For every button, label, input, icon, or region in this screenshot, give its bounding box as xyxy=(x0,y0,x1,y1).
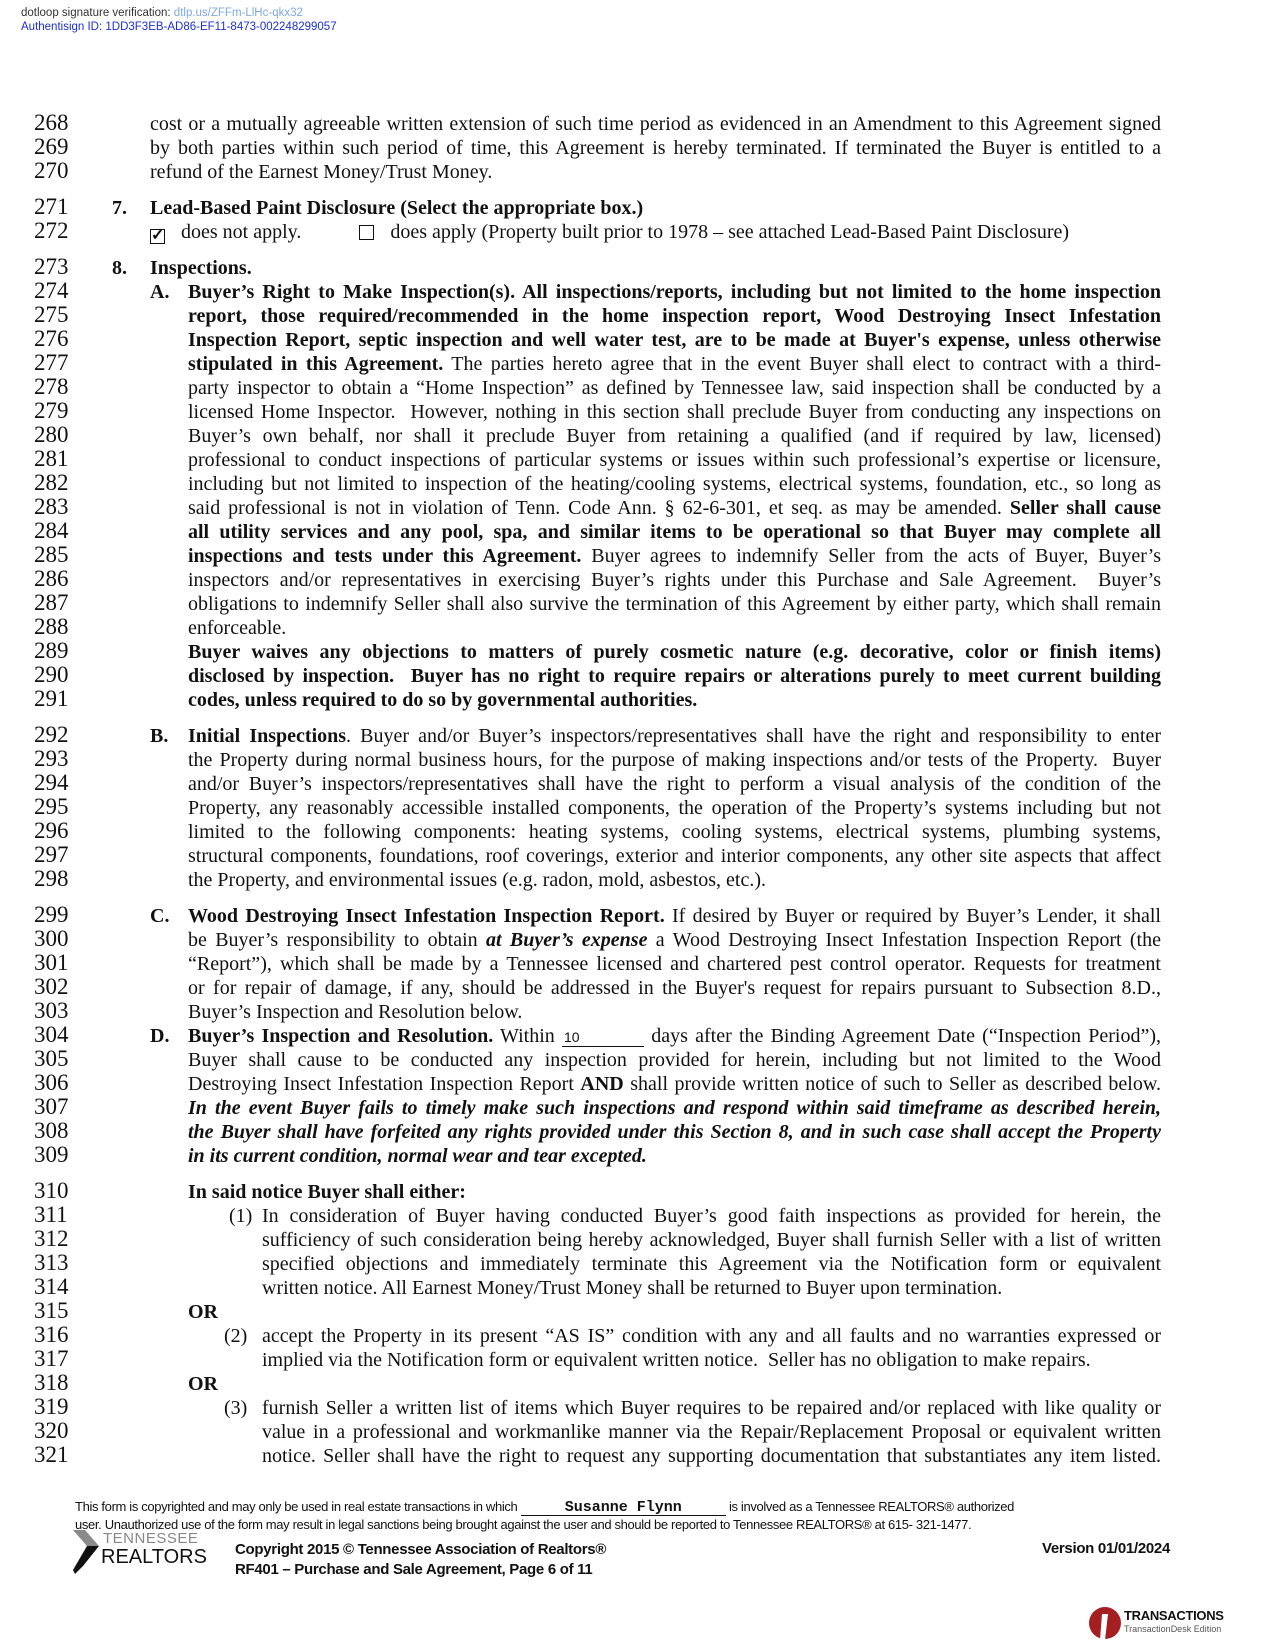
line-text xyxy=(188,544,1161,568)
text-run: If desired by Buyer or required by Buyer’s Lender, it shall xyxy=(664,905,1161,927)
line-number: 308 xyxy=(34,1118,69,1143)
logo-text-bottom: REALTORS xyxy=(101,1546,207,1568)
line-text xyxy=(188,748,1161,772)
document-line xyxy=(0,1096,1275,1120)
text-run: including but not limited to inspection of the heating/cooling systems, electrical systems, foundation, etc., so long as xyxy=(188,473,1161,495)
line-number: 284 xyxy=(34,518,69,543)
transactions-brand: TRANSACTIONS xyxy=(1124,1608,1224,1623)
text-run: professional to conduct inspections of particular systems or issues within such professional’s expertise or licensure, xyxy=(188,449,1161,471)
line-text xyxy=(188,616,1161,640)
document-line xyxy=(0,352,1275,376)
document-line xyxy=(0,796,1275,820)
document-line xyxy=(0,748,1275,772)
document-line xyxy=(0,1204,1275,1228)
line-number: 298 xyxy=(34,866,69,891)
section-label: (1) xyxy=(229,1205,253,1227)
dotloop-verification xyxy=(21,6,303,20)
text-run: in its current condition, normal wear and tear excepted. xyxy=(188,1145,647,1167)
text-run: The parties hereto agree that in the event Buyer shall elect to contract with a third- xyxy=(443,353,1161,375)
text-run: Initial Inspections xyxy=(188,725,347,747)
text-run: obligations to indemnify Seller shall also survive the termination of this Agreement by either party, which shall remain xyxy=(188,593,1161,615)
text-run: inspectors and/or representatives in exercising Buyer’s rights under this Purchase and Sale Agreement. Buyer’s xyxy=(188,569,1161,591)
line-number: 291 xyxy=(34,686,69,711)
text-run: Destroying Insect Infestation Inspection Report xyxy=(188,1073,581,1095)
document-line xyxy=(0,868,1275,892)
line-number: 289 xyxy=(34,638,69,663)
text-run: Buyer’s Inspection and Resolution below. xyxy=(188,1001,523,1023)
line-number: 294 xyxy=(34,770,69,795)
document-line xyxy=(0,1276,1275,1300)
text-run: “Report”), which shall be made by a Tennessee licensed and chartered pest control operator. Requests for treatment xyxy=(188,953,1161,975)
text-run: by both parties within such period of time, this Agreement is hereby terminated. If terminated the Buyer is entitled to a xyxy=(150,137,1161,159)
section-label: 7. xyxy=(112,197,127,219)
verification-link[interactable]: dtlp.us/ZFFm-LlHc-qkx32 xyxy=(173,7,303,19)
section-label: (3) xyxy=(224,1397,248,1419)
text-run: value in a professional and workmanlike manner via the Repair/Replacement Proposal or equivalent written xyxy=(262,1421,1161,1443)
line-number: 290 xyxy=(34,662,69,687)
line-text xyxy=(262,1324,1161,1348)
document-line xyxy=(0,820,1275,844)
document-line xyxy=(0,1144,1275,1168)
text-run: inspections and tests under this Agreement. xyxy=(188,545,582,567)
document-line xyxy=(0,376,1275,400)
line-text xyxy=(188,280,1161,304)
document-line xyxy=(0,688,1275,712)
line-number: 321 xyxy=(34,1442,69,1467)
text-run: Buyer’s own behalf, nor shall it preclude Buyer from retaining a qualified (and if required by law, licensed) xyxy=(188,425,1161,447)
text-run: Lead-Based Paint Disclosure (Select the appropriate box.) xyxy=(150,197,644,219)
text-run: notice. Seller shall have the right to request any supporting documentation that substantiates any item listed. xyxy=(262,1445,1161,1467)
text-run: Buyer shall cause to be conducted any inspection provided for herein, including but not limited to the Wood xyxy=(188,1049,1161,1071)
notice-text-line2: user. Unauthorized use of the form may result in legal sanctions being brought against the user and should be reported to Tennessee REALTORS® at 615- 321-1477. xyxy=(75,1517,972,1532)
document-line xyxy=(0,280,1275,304)
line-text xyxy=(188,976,1161,1000)
line-number: 271 xyxy=(34,194,69,219)
document-line xyxy=(0,1444,1275,1468)
line-number: 307 xyxy=(34,1094,69,1119)
text-run: In consideration of Buyer having conducted Buyer’s good faith inspections as provided for herein, the xyxy=(262,1205,1161,1227)
line-text xyxy=(150,136,1161,160)
line-text xyxy=(150,112,1161,136)
form-title: RF401 – Purchase and Sale Agreement, Page 6 of 11 xyxy=(235,1561,593,1578)
text-run: Inspections. xyxy=(150,257,252,279)
licensee-name-field: Susanne Flynn xyxy=(521,1501,726,1516)
line-text xyxy=(262,1276,1161,1300)
document-line xyxy=(0,568,1275,592)
line-number: 306 xyxy=(34,1070,69,1095)
checkbox-unchecked[interactable] xyxy=(359,225,374,240)
text-run: cost or a mutually agreeable written extension of such time period as evidenced in an Amendment to this Agreement signed xyxy=(150,113,1161,135)
text-run: specified objections and immediately terminate this Agreement via the Notification form or equivalent xyxy=(262,1253,1161,1275)
line-number: 282 xyxy=(34,470,69,495)
text-run: accept the Property in its present “AS IS” condition with any and all faults and no warranties expressed or xyxy=(262,1325,1161,1347)
document-line xyxy=(0,1072,1275,1096)
document-line xyxy=(0,520,1275,544)
text-run: enforceable. xyxy=(188,617,287,639)
line-text xyxy=(262,1228,1161,1252)
section-label: 8. xyxy=(112,257,127,279)
line-text xyxy=(188,1000,1161,1024)
line-number: 315 xyxy=(34,1298,69,1323)
text-run: In the event Buyer fails to timely make such inspections and respond within said timeframe as described herein, xyxy=(188,1097,1161,1119)
line-number: 273 xyxy=(34,254,69,279)
document-line xyxy=(0,1324,1275,1348)
line-number: 295 xyxy=(34,794,69,819)
line-number: 318 xyxy=(34,1370,69,1395)
line-text xyxy=(188,796,1161,820)
document-line xyxy=(0,196,1275,220)
document-line xyxy=(0,220,1275,244)
line-text xyxy=(262,1204,1161,1228)
document-line xyxy=(0,448,1275,472)
line-text xyxy=(188,1144,1161,1168)
line-text xyxy=(188,1096,1161,1120)
document-line xyxy=(0,496,1275,520)
line-text xyxy=(150,220,1069,244)
checkbox-label: does apply (Property built prior to 1978 – see attached Lead-Based Paint Disclosure) xyxy=(390,221,1070,243)
verification-label: dotloop signature verification: xyxy=(21,7,171,19)
line-text xyxy=(262,1420,1161,1444)
line-number: 305 xyxy=(34,1046,69,1071)
line-number: 270 xyxy=(34,158,69,183)
line-number: 313 xyxy=(34,1250,69,1275)
document-line xyxy=(0,1228,1275,1252)
logo-text-top: TENNESSEE xyxy=(103,1530,199,1547)
line-text xyxy=(188,520,1161,544)
text-run: Buyer waives any objections to matters of purely cosmetic nature (e.g. decorative, color or finish items) xyxy=(188,641,1161,663)
text-run: . Buyer and/or Buyer’s inspectors/representatives shall have the right and responsibility to enter xyxy=(346,725,1161,747)
line-text xyxy=(188,1024,1161,1048)
document-line xyxy=(0,772,1275,796)
line-number: 311 xyxy=(34,1202,68,1227)
text-run: In said notice Buyer shall either: xyxy=(188,1181,466,1203)
text-run: disclosed by inspection. Buyer has no right to require repairs or alterations purely to meet current building xyxy=(188,665,1161,687)
line-text xyxy=(262,1252,1161,1276)
line-text xyxy=(262,1348,1161,1372)
line-number: 277 xyxy=(34,350,69,375)
line-number: 319 xyxy=(34,1394,69,1419)
text-run: a Wood Destroying Insect Infestation Inspection Report (the xyxy=(647,929,1161,951)
line-text xyxy=(188,904,1161,928)
text-run: implied via the Notification form or equivalent written notice. Seller has no obligation to make repairs. xyxy=(262,1349,1091,1371)
transactions-logo xyxy=(1088,1606,1248,1642)
text-run: and/or Buyer’s inspectors/representatives shall have the right to perform a visual analysis of the condition of the xyxy=(188,773,1161,795)
document-line xyxy=(0,1396,1275,1420)
line-number: 302 xyxy=(34,974,69,999)
realtors-chevron-icon xyxy=(73,1530,103,1574)
notice-text-post: is involved as a Tennessee REALTORS® authorized xyxy=(728,1499,1015,1514)
line-number: 316 xyxy=(34,1322,69,1347)
document-line xyxy=(0,112,1275,136)
line-number: 304 xyxy=(34,1022,69,1047)
form-version: Version 01/01/2024 xyxy=(1041,1540,1170,1557)
text-run: sufficiency of such consideration being hereby acknowledged, Buyer shall furnish Seller with a list of written xyxy=(262,1229,1161,1251)
line-text xyxy=(188,664,1161,688)
document-line xyxy=(0,724,1275,748)
copyright-line: Copyright 2015 © Tennessee Association of Realtors® xyxy=(235,1541,607,1558)
text-run: shall provide written notice of such to Seller as described below. xyxy=(623,1073,1161,1095)
document-line xyxy=(0,664,1275,688)
line-text xyxy=(188,688,1161,712)
text-run: Wood Destroying Insect Infestation Inspection Report. xyxy=(188,905,665,927)
document-line xyxy=(0,928,1275,952)
document-line xyxy=(0,976,1275,1000)
text-run: Seller shall cause xyxy=(1009,497,1161,519)
document-line xyxy=(0,256,1275,280)
text-run: AND xyxy=(580,1073,624,1095)
line-number: 268 xyxy=(34,110,69,135)
text-run: party inspector to obtain a “Home Inspection” as defined by Tennessee law, said inspection shall be conducted by a xyxy=(188,377,1161,399)
document-body xyxy=(0,112,1275,1468)
line-number: 275 xyxy=(34,302,69,327)
line-number: 292 xyxy=(34,722,69,747)
line-number: 296 xyxy=(34,818,69,843)
line-text xyxy=(188,868,1161,892)
text-run: refund of the Earnest Money/Trust Money. xyxy=(150,161,493,183)
document-line xyxy=(0,544,1275,568)
text-run: stipulated in this Agreement. xyxy=(188,353,444,375)
line-text xyxy=(188,496,1161,520)
line-text xyxy=(188,928,1161,952)
line-text xyxy=(188,952,1161,976)
line-number: 280 xyxy=(34,422,69,447)
document-line xyxy=(0,328,1275,352)
text-run: OR xyxy=(188,1373,218,1395)
text-run: Inspection Report, septic inspection and well water test, are to be made at Buyer's expense, unless otherwise xyxy=(188,329,1161,351)
line-text xyxy=(188,328,1161,352)
document-line xyxy=(0,1372,1275,1396)
document-line xyxy=(0,1252,1275,1276)
form-info xyxy=(235,1540,606,1580)
document-line xyxy=(0,424,1275,448)
line-text xyxy=(188,400,1161,424)
document-line xyxy=(0,1024,1275,1048)
line-number: 286 xyxy=(34,566,69,591)
text-run: the Property, and environmental issues (e.g. radon, mold, asbestos, etc.). xyxy=(188,869,767,891)
text-run: Buyer agrees to indemnify Seller from the acts of Buyer, Buyer’s xyxy=(581,545,1161,567)
text-run: codes, unless required to do so by governmental authorities. xyxy=(188,689,698,711)
notice-text: This form is copyrighted and may only be used in real estate transactions in which xyxy=(75,1499,518,1514)
section-label: D. xyxy=(150,1025,170,1047)
line-number: 287 xyxy=(34,590,69,615)
line-text xyxy=(150,160,1161,184)
document-line xyxy=(0,592,1275,616)
line-text xyxy=(188,472,1161,496)
text-run: or for repair of damage, if any, should be addressed in the Buyer's request for repairs pursuant to Subsection 8.D., xyxy=(188,977,1161,999)
text-run: said professional is not in violation of Tenn. Code Ann. § 62-6-301, et seq. as may be amended. xyxy=(188,497,1010,519)
line-text xyxy=(188,1072,1161,1096)
text-run: days after the Binding Agreement Date (“Inspection Period”), xyxy=(644,1025,1161,1047)
line-number: 279 xyxy=(34,398,69,423)
document-line xyxy=(0,1180,1275,1204)
document-line xyxy=(0,616,1275,640)
document-line xyxy=(0,640,1275,664)
line-text xyxy=(188,1300,1161,1324)
document-line xyxy=(0,1120,1275,1144)
line-text xyxy=(188,844,1161,868)
line-number: 303 xyxy=(34,998,69,1023)
copyright-notice xyxy=(75,1498,1205,1534)
section-label: B. xyxy=(150,725,169,747)
tennessee-realtors-logo xyxy=(73,1530,213,1576)
line-text xyxy=(188,352,1161,376)
line-text xyxy=(188,772,1161,796)
document-line xyxy=(0,1420,1275,1444)
line-text xyxy=(262,1396,1161,1420)
text-run: at Buyer’s expense xyxy=(485,929,648,951)
text-run: Buyer’s Inspection and Resolution. xyxy=(188,1025,494,1047)
checkbox-label: does not apply. xyxy=(181,221,302,243)
text-run: be Buyer’s responsibility to obtain xyxy=(188,929,486,951)
section-label: (2) xyxy=(224,1325,248,1347)
checkbox-checked[interactable]: ✓ xyxy=(151,227,165,244)
line-number: 299 xyxy=(34,902,69,927)
line-text xyxy=(188,448,1161,472)
text-run: all utility services and any pool, spa, and similar items to be operational so that Buyer may complete all xyxy=(188,521,1161,543)
document-line xyxy=(0,952,1275,976)
document-line xyxy=(0,400,1275,424)
text-run: the Property during normal business hours, for the purpose of making inspections and/or tests of the Property. Buyer xyxy=(188,749,1161,771)
line-number: 285 xyxy=(34,542,69,567)
line-text xyxy=(150,196,1161,220)
line-number: 293 xyxy=(34,746,69,771)
line-number: 317 xyxy=(34,1346,69,1371)
text-run: furnish Seller a written list of items which Buyer requires to be repaired and/or replaced with like quality or xyxy=(262,1397,1161,1419)
line-text xyxy=(188,640,1161,664)
line-number: 310 xyxy=(34,1178,69,1203)
line-number: 314 xyxy=(34,1274,69,1299)
line-number: 320 xyxy=(34,1418,69,1443)
line-number: 301 xyxy=(34,950,69,975)
document-line xyxy=(0,304,1275,328)
authentisign-id: Authentisign ID: 1DD3F3EB-AD86-EF11-8473-002248299057 xyxy=(21,21,337,33)
text-run: report, those required/recommended in the home inspection report, Wood Destroying Insect Infestation xyxy=(188,305,1161,327)
line-number: 283 xyxy=(34,494,69,519)
line-text xyxy=(188,820,1161,844)
document-line xyxy=(0,472,1275,496)
line-text xyxy=(188,724,1161,748)
line-text xyxy=(188,568,1161,592)
text-run: Buyer’s Right to Make Inspection(s). All inspections/reports, including but not limited to the home inspection xyxy=(188,281,1161,303)
line-text xyxy=(150,256,1161,280)
text-run: OR xyxy=(188,1301,218,1323)
document-line xyxy=(0,1348,1275,1372)
inspection-days-field[interactable]: 10 xyxy=(562,1028,644,1047)
line-text xyxy=(188,424,1161,448)
line-number: 288 xyxy=(34,614,69,639)
line-number: 269 xyxy=(34,134,69,159)
line-number: 274 xyxy=(34,278,69,303)
line-text xyxy=(188,592,1161,616)
line-number: 312 xyxy=(34,1226,69,1251)
document-line xyxy=(0,136,1275,160)
document-line xyxy=(0,1300,1275,1324)
line-number: 278 xyxy=(34,374,69,399)
section-label: A. xyxy=(150,281,170,303)
text-run: the Buyer shall have forfeited any rights provided under this Section 8, and in such case shall accept the Property xyxy=(188,1121,1161,1143)
line-text xyxy=(188,1372,1161,1396)
document-line xyxy=(0,904,1275,928)
text-run: written notice. All Earnest Money/Trust Money shall be returned to Buyer upon termination. xyxy=(262,1277,1003,1299)
document-line xyxy=(0,844,1275,868)
line-text xyxy=(188,1120,1161,1144)
text-run: licensed Home Inspector. However, nothing in this section shall preclude Buyer from conducting any inspections on xyxy=(188,401,1161,423)
line-number: 297 xyxy=(34,842,69,867)
line-text xyxy=(188,1048,1161,1072)
section-label: C. xyxy=(150,905,170,927)
line-text xyxy=(262,1444,1161,1468)
line-number: 276 xyxy=(34,326,69,351)
text-run: limited to the following components: heating systems, cooling systems, electrical systems, plumbing systems, xyxy=(188,821,1161,843)
line-number: 309 xyxy=(34,1142,69,1167)
document-line xyxy=(0,160,1275,184)
transactions-edition: TransactionDesk Edition xyxy=(1124,1624,1222,1634)
text-run: Property, any reasonably accessible installed components, the operation of the Property’s systems including but not xyxy=(188,797,1161,819)
transactions-mark-icon xyxy=(1088,1606,1122,1640)
line-number: 272 xyxy=(34,218,69,243)
document-line xyxy=(0,1000,1275,1024)
text-run: Within xyxy=(493,1025,563,1047)
line-number: 281 xyxy=(34,446,69,471)
line-text xyxy=(188,304,1161,328)
line-text xyxy=(188,1180,1161,1204)
line-text xyxy=(188,376,1161,400)
text-run: structural components, foundations, roof coverings, exterior and interior components, any other site aspects that affect xyxy=(188,845,1161,867)
line-number: 300 xyxy=(34,926,69,951)
document-line xyxy=(0,1048,1275,1072)
